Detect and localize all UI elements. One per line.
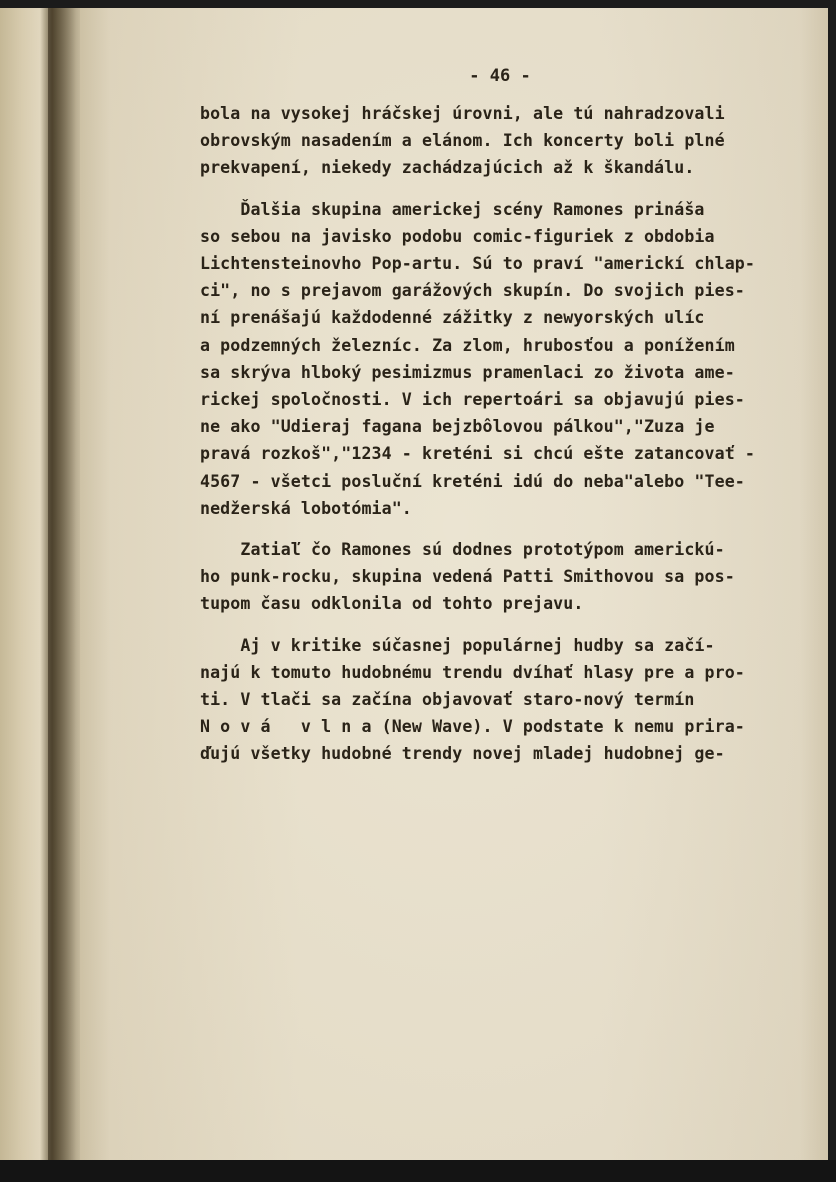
document-body <box>200 100 810 768</box>
text-line: sa skrýva hlboký pesimizmus pramenlaci zo života ame- <box>200 362 735 382</box>
text-line: N o v á v l n a (New Wave). V podstate k nemu prira- <box>200 717 745 737</box>
text-line: ne ako "Udieraj fagana bejzbôlovou pálkou","Zuza je <box>200 417 715 437</box>
text-line: pravá rozkoš","1234 - kreténi si chcú ešte zatancovať - <box>200 444 755 464</box>
text-line: obrovským nasadením a elánom. Ich koncerty boli plné <box>200 131 725 151</box>
text-line: ti. V tlači sa začína objavovať staro-nový termín <box>200 690 695 710</box>
paragraph-gap <box>200 522 810 536</box>
paragraph-4 <box>200 632 810 768</box>
paper-sheet <box>0 8 828 1160</box>
text-line: Aj v kritike súčasnej populárnej hudby sa začí- <box>200 635 715 655</box>
text-line: nedžerská lobotómia". <box>200 498 412 518</box>
text-line: rickej spoločnosti. V ich repertoári sa objavujú pies- <box>200 390 745 410</box>
text-line: so sebou na javisko podobu comic-figuriek z obdobia <box>200 226 715 246</box>
text-line: a podzemných železníc. Za zlom, hrubosťou a ponížením <box>200 335 735 355</box>
text-line: Lichtensteinovho Pop-artu. Sú to praví "americkí chlap- <box>200 254 755 274</box>
paragraph-2 <box>200 196 810 522</box>
scan-bottom-edge <box>0 1160 836 1182</box>
paragraph-1 <box>200 100 810 182</box>
text-line: najú k tomuto hudobnému trendu dvíhať hlasy pre a pro- <box>200 662 745 682</box>
text-line: Zatiaľ čo Ramones sú dodnes prototýpom americkú- <box>200 540 725 560</box>
paragraph-gap <box>200 182 810 196</box>
text-line: prekvapení, niekedy zachádzajúcich až k škandálu. <box>200 158 695 178</box>
paragraph-3 <box>200 536 810 618</box>
text-line: tupom času odklonila od tohto prejavu. <box>200 594 584 614</box>
text-line: ďujú všetky hudobné trendy novej mladej hudobnej ge- <box>200 744 725 764</box>
text-line: 4567 - všetci posluční kreténi idú do neba"alebo "Tee- <box>200 471 745 491</box>
text-line: ní prenášajú každodenné zážitky z newyorských ulíc <box>200 308 705 328</box>
text-line: bola na vysokej hráčskej úrovni, ale tú nahradzovali <box>200 104 725 123</box>
text-line: ho punk-rocku, skupina vedená Patti Smithovou sa pos- <box>200 567 735 587</box>
text-line: Ďalšia skupina americkej scény Ramones prináša <box>200 199 705 219</box>
book-spine-shadow <box>48 8 80 1160</box>
page-number: - 46 - <box>469 66 531 86</box>
paragraph-gap <box>200 618 810 632</box>
text-line: ci", no s prejavom garážových skupín. Do svojich pies- <box>200 281 745 301</box>
